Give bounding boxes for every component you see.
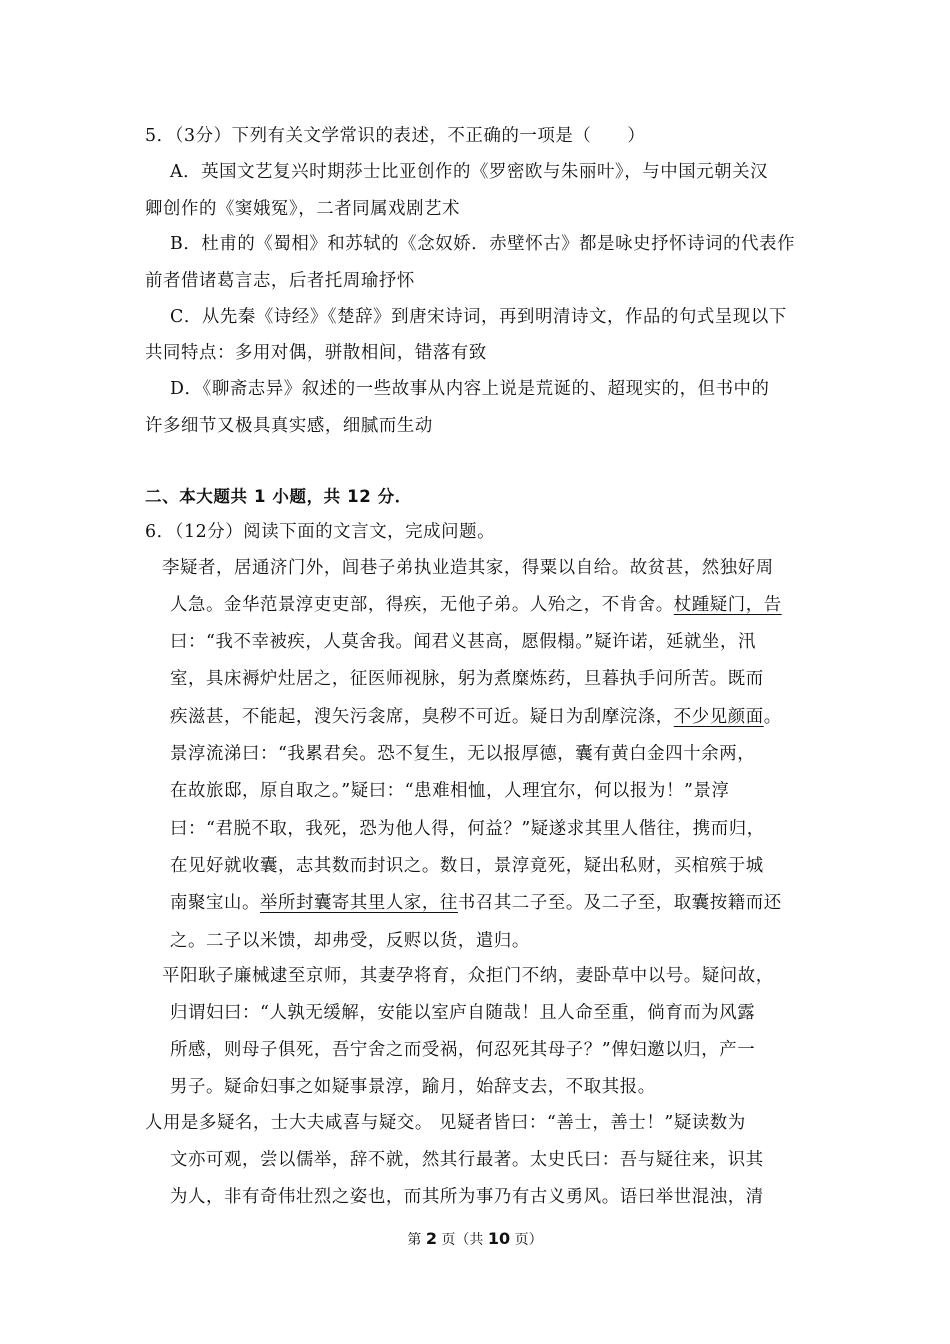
- footer-total-pages: 10: [487, 1229, 511, 1248]
- q5-option-d-line1: D．《聊斋志异》叙述的一些故事从内容上说是荒诞的、超现实的，但书中的: [170, 379, 770, 399]
- q6-p2-line2: 归谓妇曰：“人孰无缓解，安能以室庐自随哉！且人命至重，倘育而为风露: [170, 1003, 756, 1023]
- q5-option-c-line2: 共同特点：多用对偶，骈散相间，错落有致: [145, 343, 487, 363]
- q5-option-b-line1: B．杜甫的《蜀相》和苏轼的《念奴娇．赤壁怀古》都是咏史抒怀诗词的代表作: [170, 234, 796, 254]
- q6-p1-line6: 景淳流涕曰：“我累君矣。恐不复生，无以报厚德，囊有黄白金四十余两，: [170, 744, 756, 764]
- q6-p1-line5: [170, 705, 782, 729]
- q6-p3-line3: 为人，非有奇伟壮烈之姿也，而其所为事乃有古义勇风。语曰举世混浊，清: [170, 1187, 764, 1207]
- q5-option-d-line2: 许多细节又极具真实感，细腻而生动: [145, 416, 433, 436]
- q5-option-a-line1: A．英国文艺复兴时期莎士比亚创作的《罗密欧与朱丽叶》，与中国元朝关汉: [170, 162, 769, 182]
- q6-stem: 6．（12分）阅读下面的文言文，完成问题。: [145, 522, 496, 542]
- q6-p1-line10-end: 书召其二子至。及二子至，取囊按籍而还: [457, 893, 782, 913]
- footer-suffix: 页）: [510, 1232, 543, 1248]
- q6-p1-line10-text: 南聚宝山。: [170, 893, 260, 913]
- q6-p3-line2: 文亦可观，尝以儒举，辞不就，然其行最著。太史氏曰：吾与疑往来，识其: [170, 1150, 764, 1170]
- section-heading: 二、本大题共 1 小题，共 12 分．: [145, 487, 412, 506]
- underlined-phrase-1: 杖踵疑门，告: [673, 595, 782, 615]
- q6-p1-line1: 李疑者，居通济门外，闾巷子弟执业造其家，得粟以自给。故贫甚，然独好周: [162, 558, 774, 578]
- footer-page-number: 2: [425, 1229, 437, 1248]
- q5-option-a-line2: 卿创作的《窦娥冤》，二者同属戏剧艺术: [145, 199, 461, 219]
- underlined-phrase-3: 举所封囊寄其里人家，往: [259, 893, 458, 913]
- q6-p1-line11: 之。二子以米馈，却弗受，反赆以货，遣归。: [170, 931, 530, 951]
- q6-p1-line8: 曰：“君脱不取，我死，恐为他人得，何益？”疑遂求其里人偕往，携而归，: [170, 819, 765, 839]
- q5-stem: 5．（3分）下列有关文学常识的表述，不正确的一项是（ ）: [145, 126, 646, 146]
- q5-option-b-line2: 前者借诸葛言志，后者托周瑜抒怀: [145, 271, 415, 291]
- footer-prefix: 第: [407, 1232, 426, 1248]
- q6-p1-line7: 在故旅邸，原自取之。”疑曰：“患难相恤，人理宜尔，何以报为！”景淳: [170, 781, 730, 801]
- q6-p3-line1: 人用是多疑名，士大夫咸喜与疑交。 见疑者皆曰：“善士，善士！”疑读数为: [145, 1113, 746, 1133]
- q6-p1-line2: [170, 593, 782, 617]
- q6-p1-line5-end: 。: [763, 707, 782, 727]
- q6-p1-line2-text: 人急。金华范景淳吏吏部，得疾，无他子弟。人殆之，不肯舍。: [170, 595, 674, 615]
- page-footer: [0, 1229, 950, 1250]
- underlined-phrase-2: 不少见颜面: [673, 707, 764, 727]
- q6-p2-line4: 男子。疑命妇事之如疑事景淳，踰月，始辞支去，不取其报。: [170, 1077, 656, 1097]
- q6-p1-line4: 室，具床褥炉灶居之，征医师视脉，躬为煮糜炼药，旦暮执手问所苦。既而: [170, 669, 764, 689]
- q5-option-c-line1: C．从先秦《诗经》《楚辞》到唐宋诗词，再到明清诗文，作品的句式呈现以下: [170, 307, 787, 327]
- q6-p1-line10: [170, 891, 782, 915]
- q6-p1-line3: 曰：“我不幸被疾，人莫舍我。闻君义甚高，愿假榻。”疑许诺，延就坐，汛: [170, 632, 756, 652]
- q6-p1-line9: 在见好就收囊，志其数而封识之。数日，景淳竟死，疑出私财，买棺殡于城: [170, 856, 764, 876]
- footer-mid: 页（共: [436, 1232, 488, 1248]
- q6-p1-line5-text: 疾滋甚，不能起，溲矢污衾席，臭秽不可近。疑日为刮摩浣涤，: [170, 707, 674, 727]
- q6-p2-line1: 平阳耿子廉械逮至京师，其妻孕将育，众拒门不纳，妻卧草中以号。疑问故，: [162, 966, 774, 986]
- q6-p2-line3: 所感，则母子俱死，吾宁舍之而受祸，何忍死其母子？”俾妇邀以归，产一: [170, 1040, 756, 1060]
